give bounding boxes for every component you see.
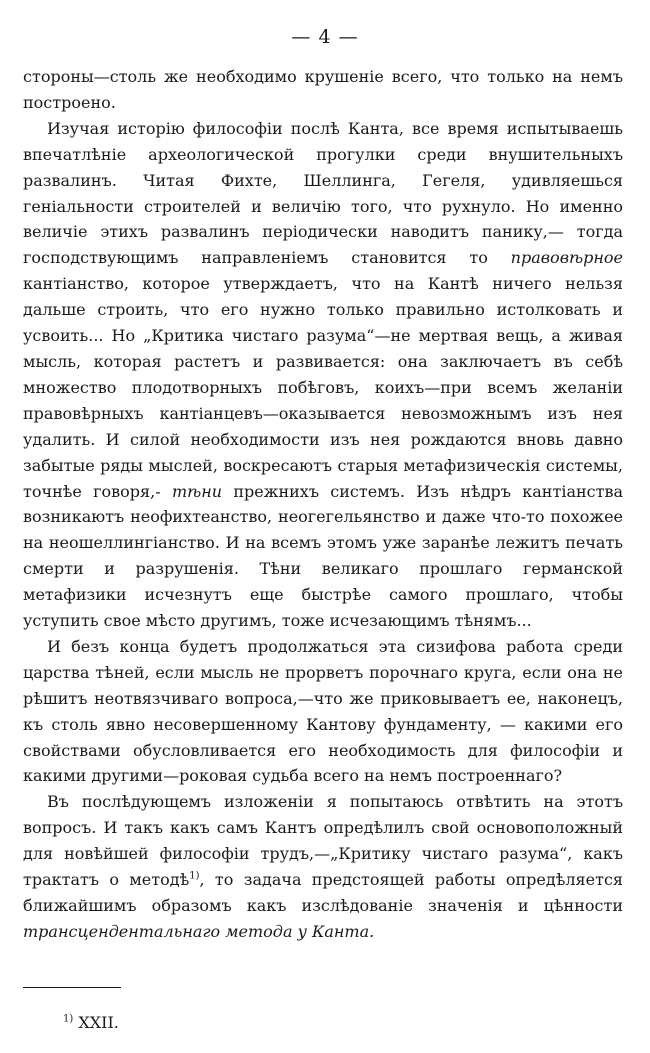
footnote-divider — [23, 987, 121, 988]
footnote-text: XXII. — [78, 1013, 119, 1032]
paragraph-task-statement: Въ послѣдующемъ изложеніи я попытаюсь отвѣтить на этотъ вопросъ. И такъ какъ самъ Кантъ опредѣлилъ свой основоположный для новѣйшей философіи трудъ,—„Критику чистаго разума“, какъ трактатъ о методѣ$^{1)}$, то задача предстоящей работы опредѣляется ближайшимъ образомъ какъ изслѣдованіе значенія и цѣнности трансцендентальнаго метода у Канта. — [23, 792, 623, 941]
footnote-reference[interactable]: 1) — [189, 870, 200, 882]
italic-orthodox: правовѣрное — [510, 248, 623, 268]
italic-transcendental-method: трансцендентальнаго метода у Канта. — [23, 921, 375, 941]
paragraph-sisyphean-work: И безъ конца будетъ продолжаться эта сизифова работа среди царства тѣней, если мысль не прорветъ порочнаго круга, если она не рѣшитъ неотвязчиваго вопроса,—что же приковываетъ ее, наконецъ, къ столь явно несовершенному Кантову фундаменту, — какими его свойствами обусловливается его необходимость для философіи и какими другими—роковая судьба всего на немъ построеннаго? — [23, 636, 623, 786]
footnote — [63, 1013, 119, 1033]
footnote-marker: 1) — [63, 1013, 74, 1025]
italic-shadows: тѣни — [171, 481, 223, 501]
paragraph-history-after-kant: Изучая исторію философіи послѣ Канта, все время испытываешь впечатлѣніе археологической прогулки среди внушительныхъ развалинъ. Читая Фихте, Шеллинга, Гегеля, удивляешься геніальности строителей и величію того, что рухнуло. Но именно величіе этихъ развалинъ періодически наводитъ панику,— тогда господствующимъ направленіемъ становится то правовѣрное кантіанство, которое утверждаетъ, что на Кантѣ ничего нельзя дальше строить, что его нужно только правильно истолковать и усвоить... Но „Критика чистаго разума“—не мертвая вещь, а живая мысль, которая растетъ и развивается: она заключаетъ въ себѣ множество плодотворныхъ побѣговъ, коихъ—при всемъ желаніи правовѣрныхъ кантіанцевъ—оказывается невозможнымъ изъ нея удалить. И силой необходимости изъ нея рождаются вновь давно забытые ряды мыслей, воскресаютъ старыя метафизическія системы, точнѣе говоря,- тѣни прежнихъ системъ. Изъ нѣдръ кантіанства возникаютъ неофихтеанство, неогегельянство и даже что-то похожее на неошеллингіанство. И на всемъ этомъ уже заранѣе лежитъ печать смерти и разрушенія. Тѣни великаго прошлаго германской метафизики исчезнутъ еще быстрѣе самого прошлаго, чтобы уступить свое мѣсто другимъ, тоже исчезающимъ тѣнямъ... — [23, 118, 624, 631]
body-text — [23, 64, 623, 945]
paragraph-continuation: стороны—столь же необходимо крушеніе всего, что только на немъ построено. — [23, 67, 623, 112]
page-number: — 4 — — [291, 26, 359, 48]
